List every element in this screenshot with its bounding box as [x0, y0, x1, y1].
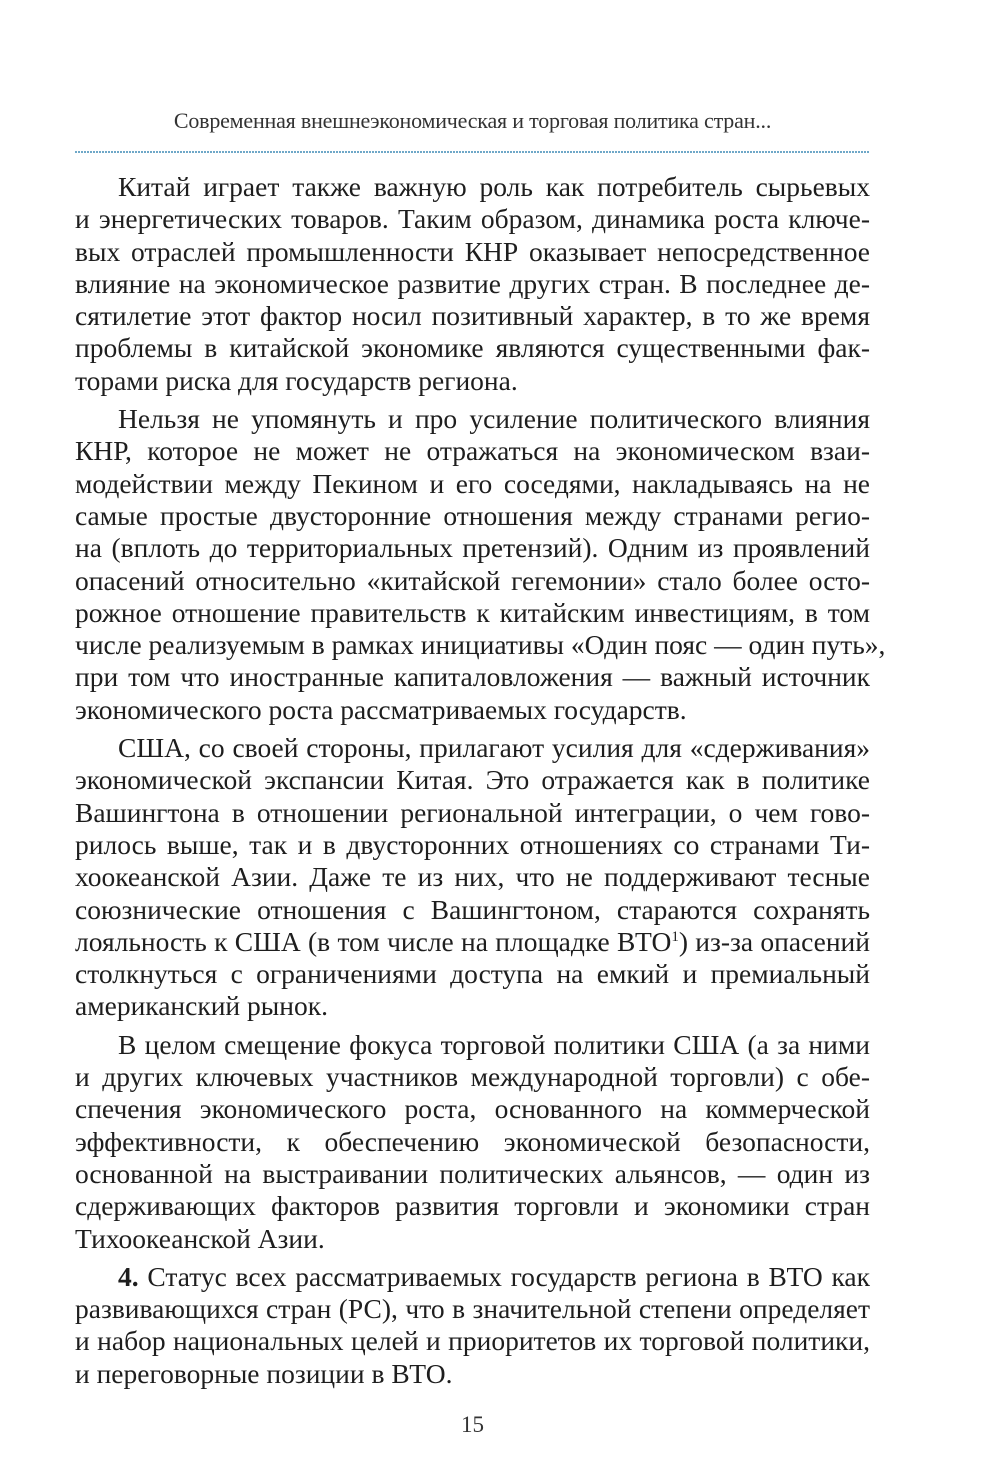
text-line: торами риска для государств региона. [75, 364, 518, 396]
text-line: самые простые двусторонние отношения между странами регио- [75, 499, 870, 531]
text-line: сдерживающих факторов развития торговли и экономики стран [75, 1190, 870, 1222]
text-line: экономической экспансии Китая. Это отражается как в политике [75, 764, 870, 796]
body-text [75, 171, 886, 1396]
text-line: развивающихся стран (РС), что в значительной степени определяет [75, 1293, 870, 1325]
text-line: столкнуться с ограничениями доступа на емкий и премиальный [75, 958, 870, 990]
text-line-with-footnote [75, 926, 870, 958]
text-line: и переговорные позиции в ВТО. [75, 1357, 453, 1389]
text-line: Тихоокеанской Азии. [75, 1222, 325, 1254]
text-line: основанной на выстраивании политических альянсов, — один из [75, 1157, 870, 1189]
footnote-mark[interactable]: 1 [671, 928, 679, 945]
text-line: рожное отношение правительств к китайским инвестициям, в том [75, 596, 870, 628]
text-line: и других ключевых участников международной торговли) с обе- [75, 1061, 870, 1093]
text-line: Нельзя не упомянуть и про усиление политического влияния [118, 403, 870, 435]
text-line: спечения экономического роста, основанного на коммерческой [75, 1093, 870, 1125]
paragraph-1 [75, 171, 870, 397]
text-fragment: ) из-за опасений [678, 925, 870, 957]
text-line: Вашингтона в отношении региональной интеграции, о чем гово- [75, 796, 870, 828]
text-fragment: лояльность к США (в том числе на площадке ВТО [75, 925, 672, 957]
text-line: В целом смещение фокуса торговой политики США (а за ними [118, 1028, 870, 1060]
paragraph-2 [75, 403, 886, 726]
text-line: сятилетие этот фактор носил позитивный характер, в то же время [75, 300, 870, 332]
text-line: экономического роста рассматриваемых государств. [75, 693, 687, 725]
text-line: при том что иностранные капиталовложения — важный источник [75, 661, 870, 693]
text-line: модействии между Пекином и его соседями, накладываясь на не [75, 467, 870, 499]
paragraph-5 [75, 1261, 870, 1390]
text-line: эффективности, к обеспечению экономической безопасности, [75, 1125, 870, 1157]
text-line: и набор национальных целей и приоритетов их торговой политики, [75, 1325, 870, 1357]
text-line: КНР, которое не может не отражаться на экономическом взаи- [75, 435, 870, 467]
running-header: Современная внешнеэкономическая и торговая политика стран... [173, 108, 772, 133]
text-line: вых отраслей промышленности КНР оказывает непосредственное [75, 235, 870, 267]
paragraph-4 [75, 1029, 870, 1255]
text-line: и энергетических товаров. Таким образом, динамика роста ключе- [75, 203, 870, 235]
text-line: на (вплоть до территориальных претензий). Одним из проявлений [75, 532, 870, 564]
header-rule [75, 151, 870, 153]
text-line [75, 1261, 870, 1293]
text-line: союзнические отношения с Вашингтоном, стараются сохранять [75, 893, 870, 925]
page-number: 15 [461, 1412, 484, 1437]
text-fragment: Статус всех рассматриваемых государств региона в ВТО как [138, 1260, 870, 1292]
text-line: проблемы в китайской экономике являются существенными фак- [75, 332, 870, 364]
text-line: опасений относительно «китайской гегемонии» стало более осто- [75, 564, 870, 596]
text-line: числе реализуемым в рамках инициативы «Один пояс — один путь», [75, 629, 886, 661]
text-line: хоокеанской Азии. Даже те из них, что не поддерживают тесные [75, 861, 870, 893]
text-line: Китай играет также важную роль как потребитель сырьевых [118, 171, 870, 202]
list-number: 4. [118, 1260, 139, 1292]
text-line: рилось выше, так и в двусторонних отношениях со странами Ти- [75, 828, 870, 860]
text-line: США, со своей стороны, прилагают усилия для «сдерживания» [118, 732, 870, 764]
text-line: влияние на экономическое развитие других стран. В последнее де- [75, 267, 870, 299]
paragraph-3 [75, 732, 870, 1023]
text-line: американский рынок. [75, 990, 328, 1022]
